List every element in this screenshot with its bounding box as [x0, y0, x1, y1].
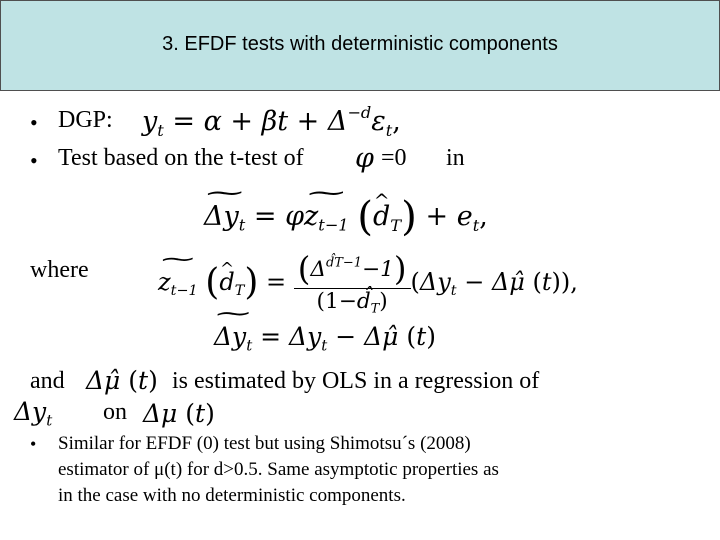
bullet-dgp: •: [30, 110, 38, 135]
detrended-equation: ~ $\Delta y_t = \Delta y_t$ − Δμ̂ (t): [214, 322, 436, 354]
bullet-test: •: [30, 148, 38, 173]
test-in: in: [446, 145, 465, 171]
phi-symbol: φ: [355, 143, 374, 174]
test-eq0: =0: [381, 145, 407, 171]
delta-y-symbol: $\Delta y_t$: [14, 397, 53, 430]
estimated-text: is estimated by OLS in a regression of: [172, 368, 540, 394]
delta-mu-symbol: Δμ (t): [143, 399, 215, 428]
similar-line-3: in the case with no deterministic components.: [58, 485, 406, 506]
dgp-equation: $y_t = \alpha + \beta t + \Delta^{-d}\varepsilon_t$,: [142, 103, 401, 140]
similar-line-2: estimator of μ(t) for d>0.5. Same asymptotic properties as: [58, 459, 499, 480]
bullet-similar: •: [30, 434, 37, 454]
z-definition-equation: ~ $z_{t-1}$ (^ $d_T$) = $\frac{(\Delta^{d̂T-1}-1)}{(1-d̂_T)}$ ($\Delta y_t$ − Δμ̂ (t)),: [158, 250, 578, 317]
slide-title: 3. EFDF tests with deterministic components: [162, 33, 558, 55]
and-label: and: [30, 368, 65, 394]
on-label: on: [103, 399, 127, 425]
test-prefix: Test based on the t-test of: [58, 145, 304, 171]
regression-equation: ~ $\Delta y_t$ = φ~ $z_{t-1}$ (^ $d_T) + e_t$,: [204, 192, 488, 240]
delta-muhat-symbol: Δμ̂ (t): [86, 366, 158, 395]
similar-line-1: Similar for EFDF (0) test but using Shimotsu´s (2008): [58, 433, 471, 454]
where-label: where: [30, 257, 89, 283]
dgp-label: DGP:: [58, 107, 113, 133]
